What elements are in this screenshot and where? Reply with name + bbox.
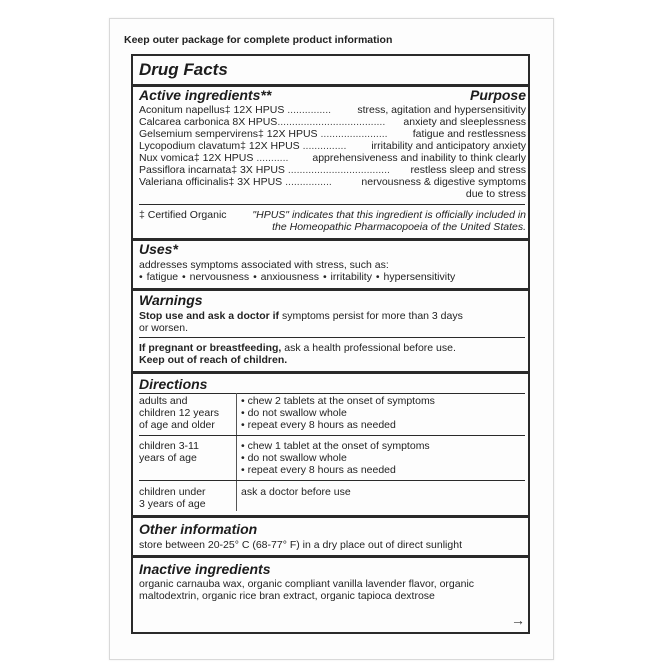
list-item: Gelsemium sempervirens‡ 12X HPUS ....................... xyxy=(139,128,388,140)
purpose-item: anxiety and sleeplessness xyxy=(403,116,526,128)
section-rule xyxy=(133,515,528,518)
active-ingredients-heading: Active ingredients** xyxy=(139,87,272,103)
directions-step: • chew 2 tablets at the onset of symptoms xyxy=(241,395,435,407)
inactive-ingredients-text: organic carnauba wax, organic compliant vanilla lavender flavor, organic xyxy=(139,578,475,590)
directions-who: adults and xyxy=(139,395,188,407)
purpose-item: apprehensiveness and inability to think clearly xyxy=(312,152,526,164)
uses-text: addresses symptoms associated with stress, such as: xyxy=(139,259,389,271)
purpose-heading: Purpose xyxy=(469,87,526,103)
inactive-ingredients-text: maltodextrin, organic rice bran extract, organic tapioca dextrose xyxy=(139,590,435,602)
drug-facts-title: Drug Facts xyxy=(139,60,228,79)
directions-row-rule xyxy=(139,435,525,436)
purpose-item: stress, agitation and hypersensitivity xyxy=(357,104,526,116)
pregnancy-warning: If pregnant or breastfeeding, ask a health professional before use. xyxy=(139,342,456,354)
directions-who: 3 years of age xyxy=(139,498,206,510)
purpose-item: fatigue and restlessness xyxy=(412,128,526,140)
inactive-ingredients-heading: Inactive ingredients xyxy=(139,561,271,577)
list-item: Calcarea carbonica 8X HPUS..................................... xyxy=(139,116,386,128)
directions-who: of age and older xyxy=(139,419,215,431)
directions-step: • repeat every 8 hours as needed xyxy=(241,419,396,431)
uses-heading: Uses* xyxy=(139,241,178,257)
purpose-item: irritability and anticipatory anxiety xyxy=(371,140,526,152)
directions-who: children 3-11 xyxy=(139,440,199,452)
section-rule xyxy=(133,371,528,374)
section-rule xyxy=(133,555,528,558)
directions-step: • do not swallow whole xyxy=(241,407,347,419)
package-note: Keep outer package for complete product information xyxy=(124,34,393,46)
directions-heading: Directions xyxy=(139,376,208,392)
directions-step: • do not swallow whole xyxy=(241,452,347,464)
list-item: Aconitum napellus‡ 12X HPUS ............... xyxy=(139,104,332,116)
uses-bullets: • fatigue • nervousness • anxiousness • irritability • hypersensitivity xyxy=(139,271,456,283)
stop-use-warning-cont: or worsen. xyxy=(139,322,189,334)
storage-text: store between 20-25° C (68-77° F) in a dry place out of direct sunlight xyxy=(139,539,462,551)
warnings-heading: Warnings xyxy=(139,292,203,308)
right-arrow-icon: → xyxy=(511,612,525,628)
directions-who: children under xyxy=(139,486,206,498)
directions-who: children 12 years xyxy=(139,407,219,419)
directions-column-divider xyxy=(236,393,237,511)
list-item: Passiflora incarnata‡ 3X HPUS ................................... xyxy=(139,164,390,176)
stop-use-warning: Stop use and ask a doctor if symptoms persist for more than 3 days xyxy=(139,310,463,322)
other-information-heading: Other information xyxy=(139,521,258,537)
purpose-item: restless sleep and stress xyxy=(410,164,526,176)
certified-organic-footnote: ‡ Certified Organic xyxy=(139,209,227,221)
purpose-continuation: due to stress xyxy=(465,188,526,200)
keep-out-of-reach: Keep out of reach of children. xyxy=(139,354,288,366)
purpose-item: nervousness & digestive symptoms xyxy=(361,176,526,188)
section-rule xyxy=(133,238,528,241)
directions-who: years of age xyxy=(139,452,197,464)
warnings-rule xyxy=(139,337,525,338)
section-rule xyxy=(133,288,528,291)
list-item: Valeriana officinalis‡ 3X HPUS ................ xyxy=(139,176,332,188)
footnote-rule xyxy=(139,204,525,205)
directions-step: • chew 1 tablet at the onset of symptoms xyxy=(241,440,430,452)
directions-step: ask a doctor before use xyxy=(241,486,351,498)
directions-row-rule xyxy=(139,480,525,481)
list-item: Lycopodium clavatum‡ 12X HPUS ............... xyxy=(139,140,347,152)
hpus-footnote: "HPUS" indicates that this ingredient is officially included in the Homeopathic Pharmacopoeia of the United States. xyxy=(252,209,526,233)
directions-rule xyxy=(139,393,525,394)
list-item: Nux vomica‡ 12X HPUS ........... xyxy=(139,152,289,164)
directions-step: • repeat every 8 hours as needed xyxy=(241,464,396,476)
